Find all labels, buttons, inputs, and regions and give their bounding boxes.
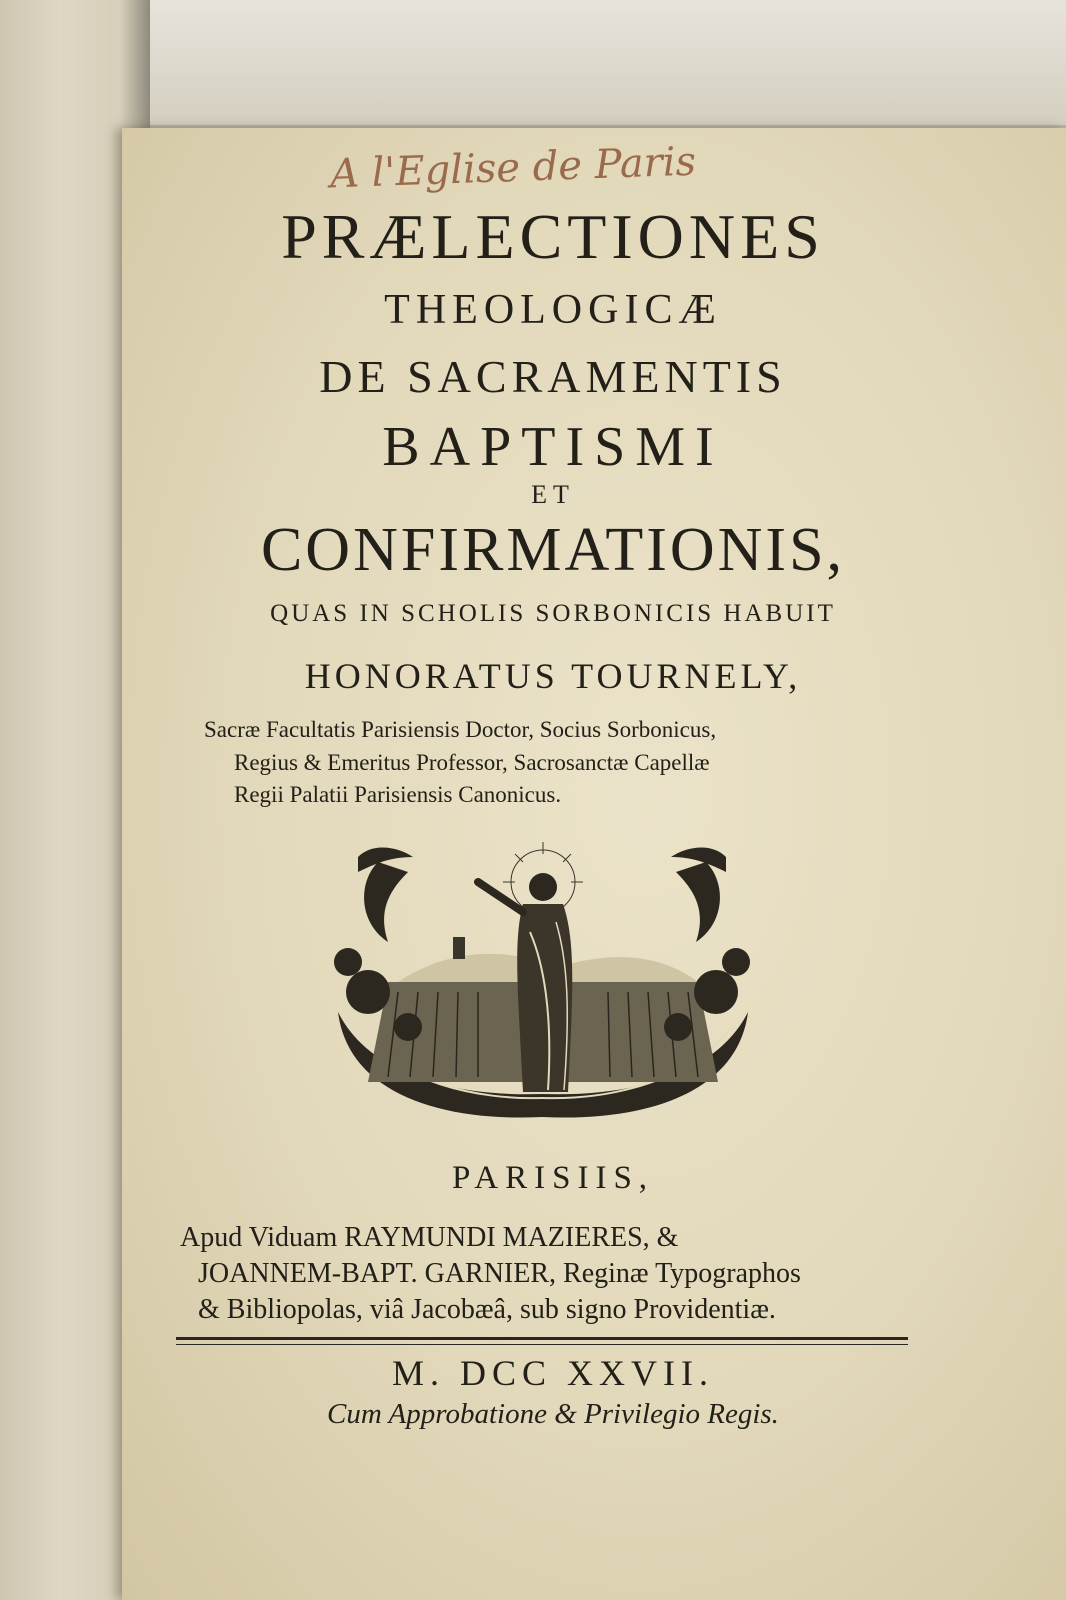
imprint-publisher-line: Apud Viduam RAYMUNDI MAZIERES, & (180, 1222, 679, 1253)
title-line-2: THEOLOGICÆ (384, 287, 722, 333)
title-line-1: PRÆLECTIONES (281, 201, 825, 272)
title-line-5: ET (531, 480, 575, 509)
background-page (0, 0, 1066, 125)
author-name: HONORATUS TOURNELY, (304, 656, 802, 696)
handwritten-inscription: A l'Eglise de Paris (329, 138, 697, 198)
imprint-privilege: Cum Approbatione & Privilegio Regis. (327, 1398, 779, 1430)
title-line-4: BAPTISMI (382, 416, 724, 478)
imprint-publisher-line: JOANNEM-BAPT. GARNIER, Reginæ Typographos (198, 1258, 801, 1289)
double-rule-thin (176, 1344, 908, 1345)
title-line-7: QUAS IN SCHOLIS SORBONICIS HABUIT (270, 600, 836, 627)
imprint-publisher-line: & Bibliopolas, viâ Jacobæâ, sub signo Providentiæ. (198, 1294, 776, 1325)
author-description-line: Regii Palatii Parisiensis Canonicus. (234, 782, 562, 807)
imprint-city: PARISIIS, (451, 1160, 655, 1196)
imprint-year: M. DCC XXVII. (391, 1353, 714, 1393)
sower-woodcut-icon (318, 842, 766, 1132)
title-line-3: DE SACRAMENTIS (319, 351, 787, 402)
double-rule-thick (176, 1337, 908, 1340)
author-description-line: Regius & Emeritus Professor, Sacrosanctæ Capellæ (234, 750, 710, 775)
author-description-line: Sacræ Facultatis Parisiensis Doctor, Socius Sorbonicus, (204, 717, 717, 742)
title-line-6: CONFIRMATIONIS, (260, 516, 846, 584)
